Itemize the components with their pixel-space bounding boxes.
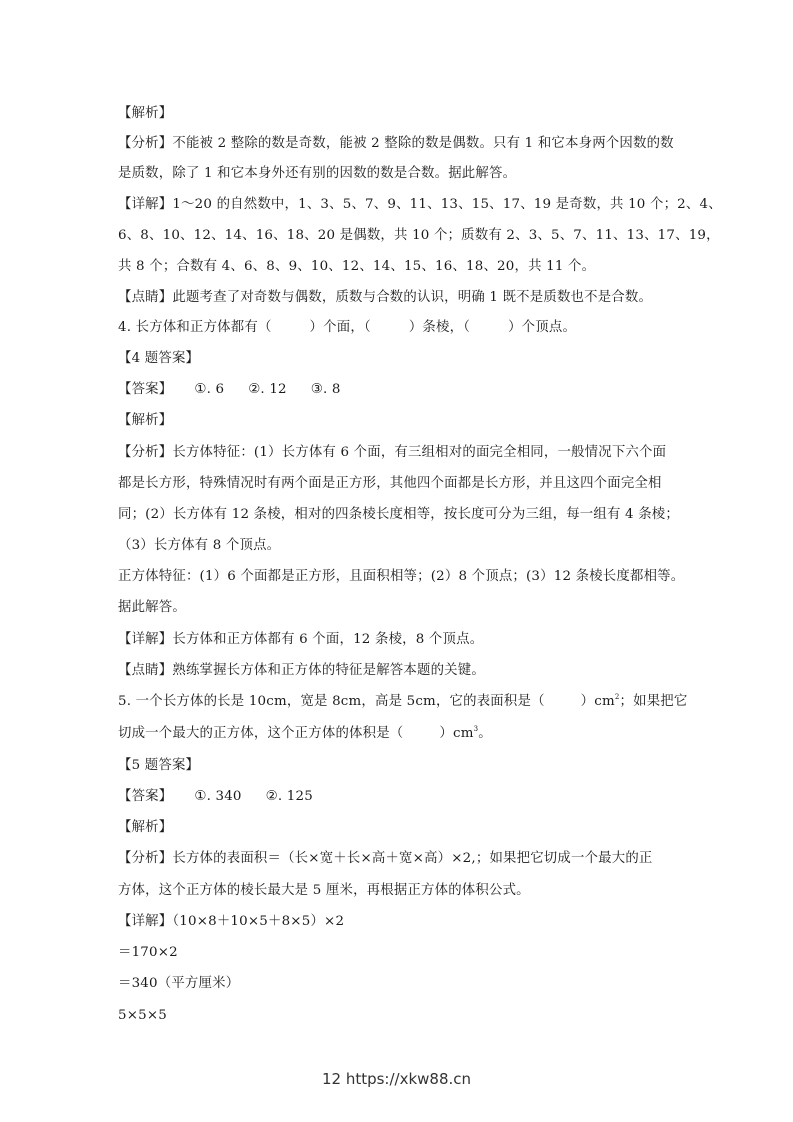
q3-xiangjie-line1: 【详解】1～20 的自然数中，1、3、5、7、9、11、13、15、17、19 是奇数，共 10 个；2、4、 [118,197,722,212]
q4-stem-part-b: ）个面，（ [309,320,371,335]
q5-stem-line1 [118,692,688,712]
q4-dianjing: 【点睛】熟练掌握长方体和正方体的特征是解答本题的关键。 [118,663,485,678]
q3-dianjing: 【点睛】此题考查了对奇数与偶数，质数与合数的认识，明确 1 既不是质数也不是合数。 [118,290,653,305]
q5-stem-line2 [118,724,678,744]
page-footer: 12 https://xkw88.cn [321,1070,472,1088]
q5-sup-3: 3 [473,725,479,733]
q5-stem-part-a: 5. 一个长方体的长是 10cm，宽是 8cm，高是 5cm，它的表面积是（ [118,694,545,709]
q4-fenxi-line3: 同；(2）长方体有 12 条棱，相对的四条棱长度相等，按长度可分为三组，每一组有 4 条棱； [118,507,679,522]
q5-answer-label: 【答案】 [118,789,173,804]
q5-stem-part-f: 。 [478,726,492,741]
q5-sup-2: 2 [614,693,620,701]
q4-stem-part-a: 4. 长方体和正方体都有（ [118,320,272,335]
q4-stem-part-d: ）个顶点。 [508,320,577,335]
q5-xiangjie-line3: ＝340（平方厘米） [118,976,240,991]
q4-fenxi-line1: 【分析】长方体特征：(1）长方体有 6 个面，有三组相对的面完全相同，一般情况下六个面 [118,445,667,460]
q5-answer-row [118,787,678,807]
q4-cube-features-line2: 据此解答。 [118,600,186,615]
q5-stem-part-d: 切成一个最大的正方体，这个正方体的体积是（ [118,726,404,741]
q5-answer-1: ①. 340 [194,789,242,804]
q5-answer-2: ②. 125 [265,789,313,804]
q4-stem [118,318,678,338]
q3-jiexi-heading: 【解析】 [118,106,173,121]
q4-answer-3: ③. 8 [310,382,341,397]
q5-answer-title: 【5 题答案】 [118,758,200,773]
q4-answer-row [118,380,678,400]
q5-xiangjie-line2: ＝170×2 [118,945,178,960]
q4-jiexi-heading: 【解析】 [118,413,173,428]
q3-xiangjie-line2: 6、8、10、12、14、16、18、20 是偶数，共 10 个；质数有 2、3、5、7、11、13、17、19， [118,228,720,243]
q5-jiexi-heading: 【解析】 [118,820,173,835]
q4-answer-2: ②. 12 [248,382,287,397]
q3-fenxi-line1: 【分析】不能被 2 整除的数是奇数，能被 2 整除的数是偶数。只有 1 和它本身两个因数的数 [118,136,674,151]
q5-stem-part-e: ）cm [439,726,474,741]
q4-stem-part-c: ）条棱，（ [408,320,471,335]
q4-xiangjie: 【详解】长方体和正方体都有 6 个面，12 条棱，8 个顶点。 [118,632,484,647]
q4-cube-features-line1: 正方体特征：(1）6 个面都是正方形，且面积相等；(2）8 个顶点；(3）12 条棱长度都相等。 [118,569,685,584]
q5-xiangjie-line4: 5×5×5 [118,1008,167,1023]
q5-stem-part-c: ；如果把它 [619,694,688,709]
q3-fenxi-line2: 是质数，除了 1 和它本身外还有别的因数的数是合数。据此解答。 [118,166,517,181]
q5-fenxi-line2: 方体，这个正方体的棱长最大是 5 厘米，再根据正方体的体积公式。 [118,883,530,898]
q3-xiangjie-line3: 共 8 个；合数有 4、6、8、9、10、12、14、15、16、18、20，共 11 个。 [118,259,596,274]
q4-answer-1: ①. 6 [194,382,225,397]
q4-answer-label: 【答案】 [118,382,173,397]
q4-fenxi-line4: （3）长方体有 8 个顶点。 [118,538,281,553]
q5-xiangjie-line1: 【详解】（10×8＋10×5＋8×5）×2 [118,914,345,929]
q4-answer-title: 【4 题答案】 [118,351,200,366]
q5-fenxi-line1: 【分析】长方体的表面积＝（长×宽＋长×高＋宽×高）×2,；如果把它切成一个最大的正 [118,851,653,866]
q4-fenxi-line2: 都是长方形，特殊情况时有两个面是正方形，其他四个面都是长方形，并且这四个面完全相 [118,476,662,491]
q5-stem-part-b: ）cm [580,694,615,709]
